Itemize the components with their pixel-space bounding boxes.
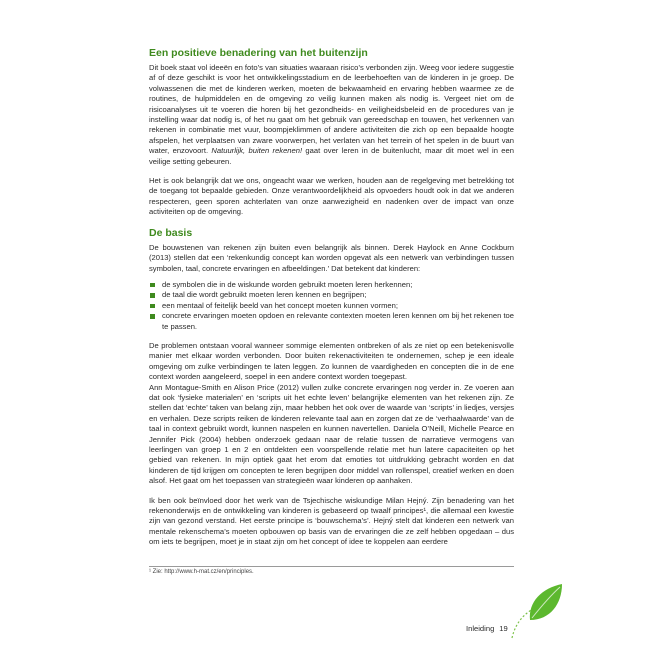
bullet-square-icon [150,304,155,309]
paragraph-regulations: Het is ook belangrijk dat we ons, ongeacht waar we werken, houden aan de regelgeving met betrekking tot de toegang tot bepaalde gebieden. Onze verantwoordelijkheid als opvoeders houdt ook in dat we anderen respecteren, geen sporen achterlaten van onze aanwezigheid en nadenken over de impact van onze activiteiten op de omgeving. [149,176,514,217]
paragraph-hejny: Ik ben ook beïnvloed door het werk van de Tsjechische wiskundige Milan Hejný. Zijn benadering van het rekenonderwijs en de ontwikkeling van kinderen is gebaseerd op twaalf principes¹, die allemaal een kwestie zijn van gezond verstand. Het eerste principe is ‘bouwschema’s’. Hejný stelt dat kinderen een netwerk van mentale rekenschema’s moeten opbouwen op basis van de ervaringen die ze zelf hebben opgedaan – dus om iets te begrijpen, moet je in staat zijn om het concept of idee te koppelen aan eerdere [149,495,514,547]
list-item [149,311,514,332]
page-number: 19 [499,624,508,633]
page-body [149,47,514,548]
list-item [149,290,514,300]
list-item-text: de taal die wordt gebruikt moeten leren kennen en begrijpen; [162,290,367,300]
paragraph-safety-text: Dit boek staat vol ideeën en foto’s van situaties waaraan risico’s verbonden zijn. Weeg voor iedere suggestie af of deze geschikt is voor het ontwikkelingsstadium en de leerbehoeften van de kinderen in je groep. De volwassenen die met de kinderen werken, moeten de bekwaamheid en ervaring hebben waarmee ze de routines, de hulpmiddelen en de omgeving zo veilig kunnen maken als nodig is. Vergeet niet om de risicoanalyses uit te voeren die horen bij het gezondheids- en veiligheidsbeleid en de procedures van je instelling waar dat nodig is, of het nu gaat om het gebruik van gereedschap en touwen, het verkennen van rekenen in combinatie met vuur, boompjeklimmen of andere activiteiten die zich op een bepaalde hoogte afspelen, het verplaatsen van zware voorwerpen, het verlaten van het terrein of het spelen in de buurt van water, enzovoort. [149,63,514,156]
paragraph-problems: De problemen ontstaan vooral wanneer sommige elementen ontbreken of als ze niet op een betekenisvolle manier met elkaar worden verbonden. Door buiten rekenactiviteiten te ondernemen, schep je een ideale omgeving om zulke verbindingen te laten leggen. Zo kunnen de vaardigheden en concepten die in de ene context worden aangeleerd, soepel in een andere context worden toegepast. [149,340,514,382]
paragraph-montague-smith: Ann Montague-Smith en Alison Price (2012) vullen zulke concrete ervaringen nog verder in. Ze voeren aan dat ook ‘fysieke materialen’ en ‘scripts uit het echte leven’ belangrijke elementen van het rekenen zijn. Ze stellen dat ‘echte’ taken van belang zijn, maar hebben het ook over de waarde van ‘scripts’ in liedjes, versjes en verhalen. Deze scripts reiken de kinderen relevante taal aan en zorgen dat ze de ‘verhaalwaarde’ van de taal in context gebruikt wordt, kunnen naspelen en kunnen navertellen. Daniela O’Neill, Michelle Pearce en Jennifer Pick (2004) hebben onderzoek gedaan naar de relatie tussen de narratieve vermogens van leerlingen van groep 1 en 2 en ontdekten een voorspellende relatie met hun latere capaciteiten op het gebied van rekenen. In mijn optiek gaat het erom dat emoties tot uitdrukking gebracht worden en dat kinderen de tijd krijgen om concepten te leren begrijpen door middel van rollenspel, creatief werken en doen alsof. Het gaat om het toepassen van strategieën waar kinderen op aanhaken. [149,382,514,486]
list-item [149,280,514,290]
bullet-list [149,280,514,332]
paragraph-building-blocks: De bouwstenen van rekenen zijn buiten even belangrijk als binnen. Derek Haylock en Anne Cockburn (2013) stellen dat een ‘rekenkundig concept kan worden opgevat als een netwerk van verbindingen tussen symbolen, taal, concrete ervaringen en afbeeldingen.’ Dat betekent dat kinderen: [149,242,514,273]
footnote: ¹ Zie: http://www.h-mat.cz/en/principles. [149,569,254,575]
book-title-italic: Natuurlijk, buiten rekenen! [211,146,303,156]
bullet-square-icon [150,293,155,298]
running-footer-label: Inleiding [466,624,495,633]
paragraph-safety-text-end: gaat over leren in de buitenlucht, maar dit moet wel in een veilige setting gebeuren. [149,146,514,166]
section-heading-outdoors: Een positieve benadering van het buitenzijn [149,47,368,59]
paragraph-safety [149,63,514,167]
list-item-text: concrete ervaringen moeten opdoen en relevante contexten moeten leren kennen om bij het rekenen toe te passen. [162,311,514,331]
bullet-square-icon [150,283,155,288]
page-footer [466,624,508,634]
leaf-icon [506,580,566,640]
list-item-text: de symbolen die in de wiskunde worden gebruikt moeten leren herkennen; [162,279,413,289]
footnote-divider [149,566,514,567]
list-item [149,301,514,311]
list-item-text: een mentaal of feitelijk beeld van het concept moeten kunnen vormen; [162,300,398,310]
bullet-square-icon [150,314,155,319]
section-heading-basis: De basis [149,226,193,239]
